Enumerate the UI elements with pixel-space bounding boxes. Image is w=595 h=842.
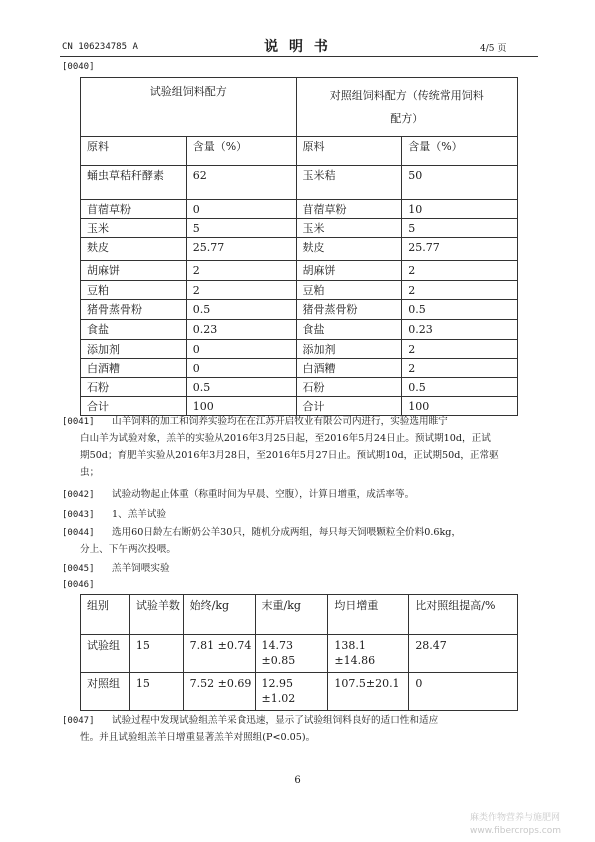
table-cell: 苜蓿草粉 xyxy=(296,200,402,219)
table-row xyxy=(81,673,518,711)
table-cell: 138.1 ±14.86 xyxy=(328,635,409,673)
paragraph-0044-line2: 分上、下午两次投喂。 xyxy=(80,544,176,555)
table-cell: 豆粕 xyxy=(81,281,187,300)
table-row xyxy=(81,359,518,378)
table-cell: 添加剂 xyxy=(81,340,187,359)
table-cell: 25.77 xyxy=(402,238,518,261)
para-number-0045: [0045] xyxy=(62,564,95,574)
table-row xyxy=(81,238,518,261)
table-cell: 0 xyxy=(186,359,296,378)
paragraph-0047-line1: 试验过程中发现试验组羔羊采食迅速，显示了试验组饲料良好的适口性和适应 xyxy=(112,715,439,726)
header-control-line1: 对照组饲料配方（传统常用饲料 xyxy=(329,89,484,102)
table-cell: 试验组 xyxy=(81,635,130,673)
col-header: 含量（%） xyxy=(186,137,296,166)
paragraph-0041-line4: 虫； xyxy=(80,467,100,478)
table-cell: 猪骨蒸骨粉 xyxy=(81,300,187,320)
header-test-group: 试验组饲料配方 xyxy=(81,78,297,137)
paragraph-0041-line1: 山羊饲料的加工和饲养实验均在在江苏开启牧业有限公司内进行，实验选用睢宁 xyxy=(112,416,448,427)
table-cell: 麸皮 xyxy=(81,238,187,261)
table-cell: 对照组 xyxy=(81,673,130,711)
table-cell: 石粉 xyxy=(81,378,187,397)
table-cell: 5 xyxy=(402,219,518,238)
header-rule xyxy=(60,56,538,57)
table-cell: 2 xyxy=(402,261,518,281)
table-cell: 107.5±20.1 xyxy=(328,673,409,711)
col-header: 始终/kg xyxy=(183,595,255,635)
col-header: 试验羊数 xyxy=(129,595,183,635)
page-number: 6 xyxy=(294,775,301,786)
table-cell: 胡麻饼 xyxy=(296,261,402,281)
table-row xyxy=(81,378,518,397)
table-cell: 石粉 xyxy=(296,378,402,397)
page-indicator: 4/5 页 xyxy=(480,44,507,54)
table-cell: 0.5 xyxy=(402,378,518,397)
paragraph-0041-line3: 期50d；育肥羊实验从2016年3月28日，至2016年5月27日止。预试期10d，正试期50d，正常驱 xyxy=(80,450,499,461)
para-number-0046: [0046] xyxy=(62,580,95,590)
table-cell: 62 xyxy=(186,166,296,200)
table-row xyxy=(81,219,518,238)
table-row xyxy=(81,200,518,219)
table-cell: 0 xyxy=(409,673,518,711)
table-cell: 100 xyxy=(402,397,518,416)
table-cell: 0.23 xyxy=(186,320,296,340)
table-row xyxy=(81,281,518,300)
table-cell: 25.77 xyxy=(186,238,296,261)
table-cell: 10 xyxy=(402,200,518,219)
paragraph-0045: 羔羊饲喂实验 xyxy=(112,563,170,574)
lamb-trial-table xyxy=(80,594,518,711)
table-cell: 苜蓿草粉 xyxy=(81,200,187,219)
table-cell: 胡麻饼 xyxy=(81,261,187,281)
feed-formula-table xyxy=(80,77,518,416)
table-cell: 2 xyxy=(402,340,518,359)
para-number-0047: [0047] xyxy=(62,716,95,726)
paragraph-0041-line2: 白山羊为试验对象，羔羊的实验从2016年3月25日起，至2016年5月24日止。预试期10d，正试 xyxy=(80,433,491,444)
paragraph-0044-line1: 选用60日龄左右断奶公羊30只，随机分成两组，每只每天饲喂颗粒全价料0.6kg， xyxy=(112,527,462,538)
table-row xyxy=(81,166,518,200)
table-row xyxy=(81,320,518,340)
table-cell: 15 xyxy=(129,635,183,673)
table-row xyxy=(81,340,518,359)
table-cell: 2 xyxy=(402,359,518,378)
document-title: 说 明 书 xyxy=(264,39,331,55)
table-cell: 50 xyxy=(402,166,518,200)
col-header: 末重/kg xyxy=(255,595,328,635)
table-cell: 食盐 xyxy=(81,320,187,340)
para-number-0043: [0043] xyxy=(62,510,95,520)
col-header: 原料 xyxy=(296,137,402,166)
table-row xyxy=(81,635,518,673)
para-number-0044: [0044] xyxy=(62,528,95,538)
paragraph-0047-line2: 性。并且试验组羔羊日增重显著羔羊对照组(P<0.05)。 xyxy=(80,732,316,743)
table-cell: 28.47 xyxy=(409,635,518,673)
patent-number: CN 106234785 A xyxy=(62,42,138,52)
table-cell: 2 xyxy=(186,261,296,281)
table-cell: 0 xyxy=(186,340,296,359)
table-cell: 2 xyxy=(402,281,518,300)
table-cell: 12.95 ±1.02 xyxy=(255,673,328,711)
paragraph-0043: 1、羔羊试验 xyxy=(112,509,167,520)
table-row xyxy=(81,261,518,281)
table-cell: 玉米 xyxy=(81,219,187,238)
table-cell: 5 xyxy=(186,219,296,238)
header-control-line2: 配方） xyxy=(390,112,424,125)
table-cell: 2 xyxy=(186,281,296,300)
watermark-line1: 麻类作物营养与施肥网 xyxy=(470,813,561,823)
paragraph-0042: 试验动物起止体重（称重时间为早晨、空腹），计算日增重，成活率等。 xyxy=(112,489,415,500)
table-cell: 食盐 xyxy=(296,320,402,340)
table-cell: 白酒糟 xyxy=(296,359,402,378)
table-cell: 玉米 xyxy=(296,219,402,238)
table-cell: 0.5 xyxy=(402,300,518,320)
table-cell: 0.5 xyxy=(186,378,296,397)
watermark xyxy=(470,812,561,838)
table-cell: 100 xyxy=(186,397,296,416)
table-cell: 14.73 ±0.85 xyxy=(255,635,328,673)
table-cell: 0 xyxy=(186,200,296,219)
table-cell: 15 xyxy=(129,673,183,711)
header-control-group xyxy=(296,78,518,137)
col-header: 组别 xyxy=(81,595,130,635)
table-cell: 合计 xyxy=(296,397,402,416)
table-cell: 7.81 ±0.74 xyxy=(183,635,255,673)
watermark-line2: www.fibercrops.com xyxy=(470,826,561,836)
col-header: 原料 xyxy=(81,137,187,166)
table-cell: 豆粕 xyxy=(296,281,402,300)
table-cell: 猪骨蒸骨粉 xyxy=(296,300,402,320)
table-cell: 麸皮 xyxy=(296,238,402,261)
para-number-0040: [0040] xyxy=(62,62,95,72)
col-header: 比对照组提高/% xyxy=(409,595,518,635)
col-header: 含量（%） xyxy=(402,137,518,166)
table-cell: 添加剂 xyxy=(296,340,402,359)
table-row xyxy=(81,300,518,320)
table-cell: 0.5 xyxy=(186,300,296,320)
table-cell: 7.52 ±0.69 xyxy=(183,673,255,711)
para-number-0042: [0042] xyxy=(62,490,95,500)
table-cell: 蛹虫草秸秆酵素 xyxy=(81,166,187,200)
table-cell: 合计 xyxy=(81,397,187,416)
table-cell: 玉米秸 xyxy=(296,166,402,200)
table-cell: 白酒糟 xyxy=(81,359,187,378)
para-number-0041: [0041] xyxy=(62,417,95,427)
table-cell: 0.23 xyxy=(402,320,518,340)
col-header: 均日增重 xyxy=(328,595,409,635)
